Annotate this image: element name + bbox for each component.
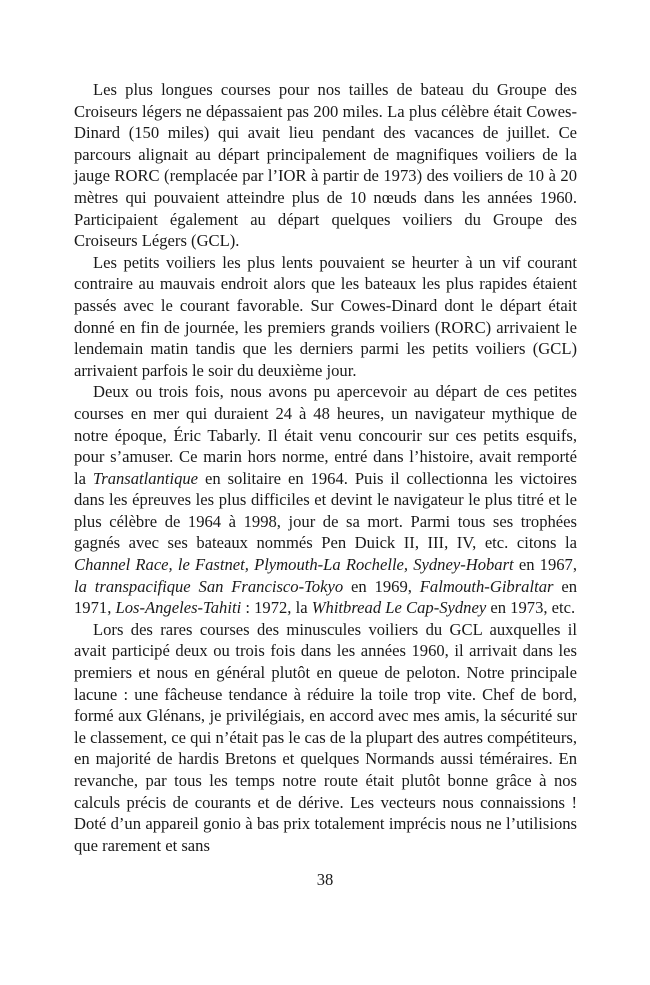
- italic-text: Los-Angeles-Tahiti: [115, 598, 242, 618]
- italic-text: la transpacifique San Francisco-Tokyo: [74, 576, 344, 596]
- text-run: Deux ou trois fois, nous avons pu apercevoir au départ de ces petites courses en mer qui duraient 24 à 48 heures, un navigateur mythique de notre époque, Éric Tabarly. Il était venu concourir sur ces petits esquifs, pour s’amuser. Ce marin hors norme, entré dans l’histoire, avait remporté la: [74, 382, 577, 488]
- text-run: Lors des rares courses des minuscules voiliers du GCL auxquelles il avait participé deux ou trois fois dans les années 1960, il arrivait dans les premiers et nous en général plutôt en queue de peloton. Notre principale lacune : une fâcheuse tendance à réduire la toile trop vite. Chef de bord, formé aux Glénans, je privilégiais, en accord avec mes amis, la sécurité sur le classement, ce qui n’était pas le cas de la plupart des autres compétiteurs, en majorité de hardis Bretons et quelques Normands aussi téméraires. En revanche, par tous les temps notre route était plutôt bonne grâce à nos calculs précis de courants et de dérive. Les vecteurs nous connaissions ! Doté d’un appareil gonio à bas prix totalement imprécis nous ne l’utilisions que rarement et sans: [74, 619, 577, 855]
- text-run: en 1969,: [343, 576, 420, 596]
- page-number: 38: [316, 870, 334, 889]
- italic-text: Whitbread Le Cap-Sydney: [311, 598, 487, 618]
- body-text: [74, 79, 577, 856]
- text-run: en 1973, etc.: [486, 598, 576, 618]
- paragraph: [74, 252, 577, 382]
- italic-text: Channel Race, le Fastnet, Plymouth-La Rochelle, Sydney-Hobart: [74, 555, 514, 575]
- text-run: : 1972, la: [241, 598, 312, 618]
- text-run: Les plus longues courses pour nos tailles de bateau du Groupe des Croiseurs légers ne dépassaient pas 200 miles. La plus célèbre était Cowes-Dinard (150 miles) qui avait lieu pendant des vacances de juillet. Ce parcours alignait au départ principalement de magnifiques voiliers de la jauge RORC (remplacée par l’IOR à partir de 1973) des voiliers de 10 à 20 mètres qui pouvaient atteindre plus de 10 nœuds dans les années 1960. Participaient également au départ quelques voiliers du Groupe des Croiseurs Légers (GCL).: [74, 80, 577, 251]
- text-run: en 1971,: [74, 576, 578, 618]
- italic-text: Falmouth-Gibraltar: [419, 576, 554, 596]
- paragraph: [74, 619, 577, 857]
- paragraph: [74, 79, 577, 252]
- paragraph: [74, 381, 577, 619]
- text-run: en solitaire en 1964. Puis il collectionna les victoires dans les épreuves les plus difficiles et devint le navigateur le plus titré et le plus célèbre de 1964 à 1998, jour de sa mort. Parmi tous ses trophées gagnés avec ses bateaux nommés Pen Duick II, III, IV, etc. citons la: [74, 468, 578, 553]
- italic-text: Transatlantique: [92, 468, 199, 488]
- text-run: en 1967,: [513, 555, 577, 575]
- text-run: Les petits voiliers les plus lents pouvaient se heurter à un vif courant contraire au mauvais endroit alors que les bateaux les plus rapides étaient passés avec le courant favorable. Sur Cowes-Dinard dont le départ était donné en fin de journée, les premiers grands voiliers (RORC) arrivaient le lendemain matin tandis que les derniers parmi les petits voiliers (GCL) arrivaient parfois le soir du deuxième jour.: [74, 252, 577, 380]
